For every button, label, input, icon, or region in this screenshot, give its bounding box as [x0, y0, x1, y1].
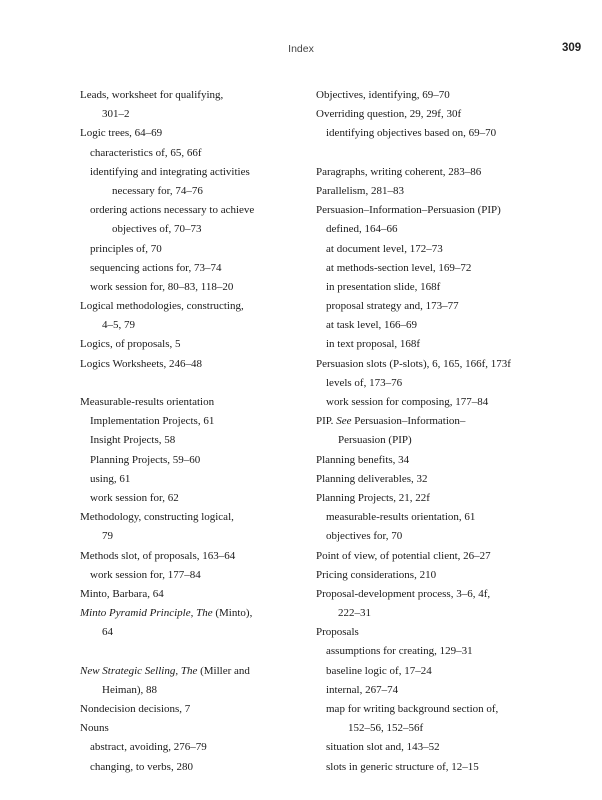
index-subentry: [316, 758, 548, 777]
entry-text: in presentation slide, 168f: [326, 280, 441, 293]
index-subentry: [80, 278, 312, 297]
entry-text: New Strategic Selling, The: [80, 664, 198, 677]
index-continuation: [80, 681, 312, 700]
index-continuation: [316, 604, 548, 623]
entry-text: internal, 267–74: [326, 683, 399, 696]
entry-text: at document level, 172–73: [326, 242, 443, 255]
index-entry: [80, 335, 312, 354]
index-subentry: [80, 470, 312, 489]
index-entry: [80, 662, 312, 681]
entry-text: map for writing background section of,: [326, 703, 499, 715]
entry-text: using, 61: [90, 472, 131, 485]
index-entry: [316, 163, 548, 182]
entry-text: Persuasion (PIP): [338, 434, 412, 447]
index-subentry: [316, 297, 548, 316]
entry-text: (Minto),: [212, 607, 253, 620]
entry-text: objectives for, 70: [326, 530, 403, 543]
index-entry: [80, 700, 312, 719]
entry-text: PIP.: [316, 415, 337, 428]
entry-text: ordering actions necessary to achieve: [90, 204, 255, 217]
entry-text: Proposal-development process, 3–6, 4f,: [316, 587, 491, 600]
entry-text: Logics Worksheets, 246–48: [80, 357, 203, 370]
entry-text: identifying objectives based on, 69–70: [326, 127, 497, 140]
index-column-right: [316, 86, 548, 777]
index-subentry: [80, 144, 312, 163]
entry-text: 64: [102, 626, 113, 639]
index-entry: [316, 585, 548, 604]
index-entry: [80, 297, 312, 316]
index-subentry: [80, 240, 312, 259]
entry-text: Planning Projects, 59–60: [90, 453, 201, 466]
index-entry: [316, 623, 548, 642]
entry-gap: [80, 642, 312, 661]
index-entry: [80, 719, 312, 738]
index-subentry: [316, 642, 548, 661]
index-entry: [316, 470, 548, 489]
entry-text: Objectives, identifying, 69–70: [316, 89, 450, 101]
index-subentry: [316, 374, 548, 393]
entry-text: in text proposal, 168f: [326, 338, 421, 351]
entry-text: levels of, 173–76: [326, 376, 403, 389]
entry-text: proposal strategy and, 173–77: [326, 300, 459, 313]
index-continuation: [80, 105, 312, 124]
index-entry: [80, 585, 312, 604]
entry-text: Heiman), 88: [102, 683, 157, 696]
entry-text: (Miller and: [197, 664, 250, 677]
index-entry: [80, 355, 312, 374]
index-subentry: [80, 259, 312, 278]
index-subentry: [316, 393, 548, 412]
entry-text: Nouns: [80, 722, 109, 735]
index-subentry: [316, 259, 548, 278]
index-entry: [80, 547, 312, 566]
index-entry: [316, 86, 548, 105]
index-subentry: [80, 738, 312, 757]
entry-text: baseline logic of, 17–24: [326, 664, 432, 677]
entry-text: Nondecision decisions, 7: [80, 703, 191, 715]
index-subentry: [80, 201, 312, 220]
entry-text: Logical methodologies, constructing,: [80, 300, 244, 313]
index-subentry: [316, 738, 548, 757]
entry-text: work session for, 62: [90, 491, 179, 504]
entry-text: at task level, 166–69: [326, 319, 418, 332]
entry-text: assumptions for creating, 129–31: [326, 645, 473, 658]
entry-text: Persuasion slots (P-slots), 6, 165, 166f, 173f: [316, 357, 511, 370]
entry-text: work session for composing, 177–84: [326, 396, 489, 408]
index-continuation: [316, 431, 548, 450]
index-subentry: [316, 220, 548, 239]
entry-text: Methods slot, of proposals, 163–64: [80, 549, 236, 562]
entry-text: Methodology, constructing logical,: [80, 511, 234, 524]
index-continuation: [80, 182, 312, 201]
entry-text: 4–5, 79: [102, 319, 135, 332]
index-subentry: [316, 527, 548, 546]
index-continuation: [80, 220, 312, 239]
entry-text: slots in generic structure of, 12–15: [326, 760, 479, 773]
entry-text: Logics, of proposals, 5: [80, 338, 181, 351]
index-entry: [80, 508, 312, 527]
entry-text: identifying and integrating activities: [90, 165, 250, 178]
index-subentry: [316, 240, 548, 259]
index-subentry: [316, 681, 548, 700]
entry-text: Point of view, of potential client, 26–27: [316, 549, 491, 562]
entry-text: Measurable-results orientation: [80, 396, 215, 408]
entry-text: Persuasion–Information–Persuasion (PIP): [316, 204, 501, 217]
index-subentry: [80, 489, 312, 508]
index-subentry: [316, 508, 548, 527]
entry-text: situation slot and, 143–52: [326, 741, 440, 754]
entry-text: changing, to verbs, 280: [90, 760, 193, 773]
index-entry: [316, 182, 548, 201]
entry-gap: [80, 374, 312, 393]
index-continuation: [316, 719, 548, 738]
index-entry: [316, 451, 548, 470]
entry-text: characteristics of, 65, 66f: [90, 146, 202, 159]
index-subentry: [316, 335, 548, 354]
index-subentry: [80, 431, 312, 450]
entry-text: Minto, Barbara, 64: [80, 587, 164, 600]
entry-text: Logic trees, 64–69: [80, 127, 163, 140]
index-continuation: [80, 623, 312, 642]
entry-text: measurable-results orientation, 61: [326, 511, 476, 524]
index-entry: [316, 566, 548, 585]
entry-text: Planning deliverables, 32: [316, 472, 428, 485]
index-entry: [316, 105, 548, 124]
entry-text: Overriding question, 29, 29f, 30f: [316, 108, 462, 121]
entry-text: Planning Projects, 21, 22f: [316, 491, 430, 504]
entry-text: work session for, 177–84: [90, 568, 201, 581]
page-number: 309: [562, 42, 582, 54]
index-entry: [316, 547, 548, 566]
index-continuation: [80, 316, 312, 335]
entry-text: 152–56, 152–56f: [348, 722, 424, 735]
index-subentry: [316, 278, 548, 297]
entry-text: Implementation Projects, 61: [90, 415, 215, 428]
entry-text: Minto Pyramid Principle, The: [80, 607, 213, 620]
index-entry: [316, 201, 548, 220]
entry-text: at methods-section level, 169–72: [326, 261, 472, 274]
index-subentry: [316, 316, 548, 335]
entry-text: Leads, worksheet for qualifying,: [80, 89, 224, 101]
entry-text: 79: [102, 530, 113, 543]
index-entry: [80, 86, 312, 105]
entry-text: Paragraphs, writing coherent, 283–86: [316, 165, 482, 178]
entry-text: principles of, 70: [90, 242, 162, 255]
entry-text: defined, 164–66: [326, 223, 398, 236]
index-subentry: [80, 451, 312, 470]
index-subentry: [80, 412, 312, 431]
entry-text: Planning benefits, 34: [316, 453, 410, 466]
index-entry: [316, 412, 548, 431]
index-subentry: [80, 566, 312, 585]
entry-text: Pricing considerations, 210: [316, 568, 437, 581]
index-subentry: [316, 700, 548, 719]
index-subentry: [316, 124, 548, 143]
entry-text: Proposals: [316, 626, 359, 639]
index-entry: [80, 393, 312, 412]
entry-text: Parallelism, 281–83: [316, 184, 404, 197]
entry-gap: [316, 144, 548, 163]
entry-text: 301–2: [102, 108, 130, 121]
index-entry: [80, 604, 312, 623]
index-subentry: [80, 758, 312, 777]
entry-text: objectives of, 70–73: [112, 223, 202, 236]
entry-text: abstract, avoiding, 276–79: [90, 741, 207, 754]
entry-text: necessary for, 74–76: [112, 184, 203, 197]
entry-text: 222–31: [338, 607, 371, 620]
entry-text: See: [336, 415, 352, 428]
index-column-left: [80, 86, 312, 777]
entry-text: sequencing actions for, 73–74: [90, 261, 222, 274]
index-entry: [80, 124, 312, 143]
index-entry: [316, 355, 548, 374]
index-subentry: [316, 662, 548, 681]
entry-text: work session for, 80–83, 118–20: [90, 280, 234, 293]
entry-text: Insight Projects, 58: [90, 434, 176, 447]
running-head: Index: [288, 43, 314, 55]
index-continuation: [80, 527, 312, 546]
entry-text: Persuasion–Information–: [351, 415, 466, 428]
index-entry: [316, 489, 548, 508]
index-subentry: [80, 163, 312, 182]
